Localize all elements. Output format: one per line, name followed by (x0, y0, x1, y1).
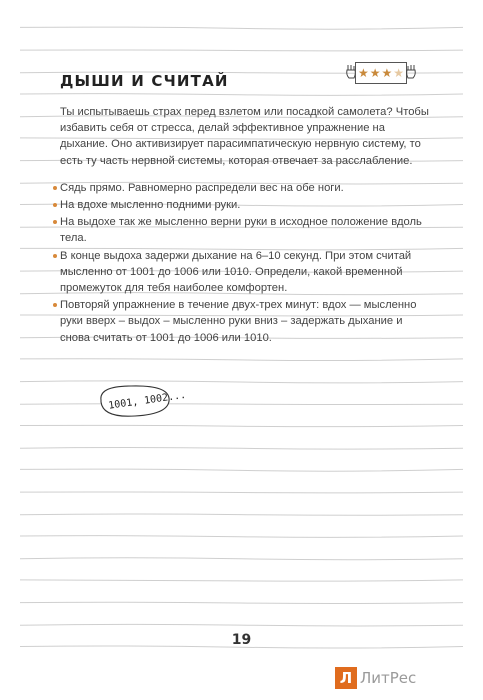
rating-stars (355, 62, 407, 84)
difficulty-rating (345, 58, 417, 86)
ruled-line (20, 536, 463, 538)
intro-paragraph: Ты испытываешь страх перед взлетом или посадкой самолета? Чтобы избавить себя от стресса, делай эффективное упражнение на дыхание. Оно активизирует парасимпатическую нервную систему, то есть ту часть нервной системы, которая отвечает за расслабление. (60, 106, 429, 167)
list-item-text: На выдохе так же мысленно верни руки в исходное положение вдоль тела. (60, 216, 422, 245)
bullet-dot-icon (53, 186, 57, 190)
ruled-line (20, 425, 463, 426)
handwritten-note (95, 380, 187, 422)
list-item-text: В конце выдоха задержи дыхание на 6–10 секунд. При этом считай мысленно от 1001 до 1006 или 1010. Определи, какой временной промежуток для тебя наиболее комфортен. (60, 249, 412, 295)
ruled-line (20, 514, 463, 515)
ruled-line (20, 602, 463, 603)
list-item-text: Сядь прямо. Равномерно распредели вес на обе ноги. (60, 181, 344, 194)
right-hand-icon (405, 64, 417, 80)
publisher-name: ЛитРес (360, 669, 417, 687)
list-item (60, 180, 430, 196)
list-item-text: На вдохе мысленно подними руки. (60, 199, 241, 212)
handwritten-note-text: 1001, 1002... (107, 389, 187, 412)
ruled-line (20, 580, 463, 581)
ruled-line (20, 50, 463, 51)
publisher-logo: Л (335, 667, 357, 689)
ruled-line (20, 27, 463, 29)
star-icon: ★ (381, 66, 393, 80)
ruled-line (20, 492, 463, 493)
ruled-line (20, 469, 463, 471)
ruled-line (20, 94, 463, 96)
star-icon: ★ (357, 66, 369, 80)
bullet-dot-icon (53, 203, 57, 207)
list-item (60, 214, 430, 246)
ruled-line (20, 404, 463, 405)
star-icon: ★ (369, 66, 381, 80)
star-icon: ★ (393, 66, 405, 80)
list-item (60, 248, 430, 297)
page-title: ДЫШИ И СЧИТАЙ (60, 72, 229, 90)
instruction-list (60, 180, 430, 346)
list-item-text: Повторяй упражнение в течение двух-трех минут: вдох — мысленно руки вверх – выдох – мысленно руки вниз – задержать дыхание и снова считать от 1001 до 1006 или 1010. (60, 299, 417, 344)
ruled-line (20, 447, 463, 449)
ruled-line (20, 381, 463, 383)
ruled-line (20, 359, 463, 361)
ruled-line (20, 624, 463, 626)
list-item (60, 197, 430, 213)
page-number: 19 (231, 632, 252, 648)
article-body (60, 104, 430, 347)
bullet-dot-icon (53, 254, 57, 258)
ruled-line (20, 558, 463, 560)
list-item (60, 297, 430, 346)
